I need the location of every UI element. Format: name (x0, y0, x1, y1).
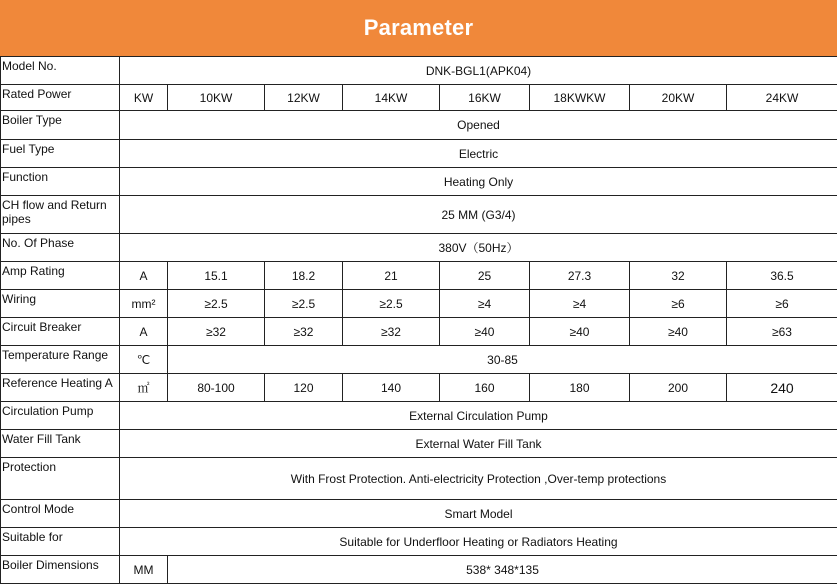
row-label: Rated Power (1, 85, 120, 111)
suitable-for-value: Suitable for Underfloor Heating or Radiators Heating (120, 528, 837, 556)
table-row-water-fill-tank (1, 430, 837, 458)
table-row-fuel-type (1, 140, 837, 168)
row-label: No. Of Phase (1, 234, 120, 262)
value-cell: ≥32 (343, 318, 440, 346)
protection-value: With Frost Protection. Anti-electricity Protection ,Over-temp protections (120, 458, 837, 500)
value-cell: ≥40 (530, 318, 630, 346)
model-value: DNK-BGL1(APK04) (120, 57, 837, 85)
table-row-boiler-dimensions (1, 556, 837, 584)
temperature-value: 30-85 (168, 346, 837, 374)
value-cell: 10KW (168, 85, 265, 111)
table-row-wiring (1, 290, 837, 318)
value-cell: 36.5 (727, 262, 837, 290)
dimensions-value: 538* 348*135 (168, 556, 837, 584)
phase-value: 380V（50Hz） (120, 234, 837, 262)
value-cell: 16KW (440, 85, 530, 111)
value-cell: ≥63 (727, 318, 837, 346)
row-label: Amp Rating (1, 262, 120, 290)
value-cell: 21 (343, 262, 440, 290)
function-value: Heating Only (120, 168, 837, 196)
row-label: Reference Heating A (1, 374, 120, 402)
table-row-function (1, 168, 837, 196)
value-cell: 18.2 (265, 262, 343, 290)
value-cell: ≥4 (440, 290, 530, 318)
row-label: Control Mode (1, 500, 120, 528)
table-row-phase (1, 234, 837, 262)
table-row-circuit-breaker (1, 318, 837, 346)
value-cell: 140 (343, 374, 440, 402)
row-label: Wiring (1, 290, 120, 318)
row-label: Circulation Pump (1, 402, 120, 430)
table-row-circulation-pump (1, 402, 837, 430)
value-cell: 20KW (630, 85, 727, 111)
value-cell: ≥6 (727, 290, 837, 318)
parameter-table (0, 56, 837, 584)
row-label: Temperature Range (1, 346, 120, 374)
value-cell: ≥2.5 (168, 290, 265, 318)
unit-cell: MM (120, 556, 168, 584)
table-row-boiler-type (1, 111, 837, 140)
table-row-model (1, 57, 837, 85)
value-cell: 24KW (727, 85, 837, 111)
value-cell: 15.1 (168, 262, 265, 290)
table-row-protection (1, 458, 837, 500)
value-cell: ≥6 (630, 290, 727, 318)
value-cell: 18KWKW (530, 85, 630, 111)
ch-flow-value: 25 MM (G3/4) (120, 196, 837, 234)
value-cell: ≥32 (265, 318, 343, 346)
value-cell: 27.3 (530, 262, 630, 290)
value-cell: ≥40 (630, 318, 727, 346)
value-cell: 200 (630, 374, 727, 402)
value-cell: ≥2.5 (343, 290, 440, 318)
value-cell: 12KW (265, 85, 343, 111)
unit-cell: ㎡ (120, 374, 168, 402)
circulation-pump-value: External Circulation Pump (120, 402, 837, 430)
value-cell: ≥40 (440, 318, 530, 346)
water-fill-tank-value: External Water Fill Tank (120, 430, 837, 458)
row-label: Suitable for (1, 528, 120, 556)
value-cell: ≥32 (168, 318, 265, 346)
value-cell: 180 (530, 374, 630, 402)
parameter-header (0, 0, 837, 56)
row-label: Water Fill Tank (1, 430, 120, 458)
value-cell: 32 (630, 262, 727, 290)
table-row-amp-rating (1, 262, 837, 290)
table-row-ch-flow (1, 196, 837, 234)
row-label: Boiler Type (1, 111, 120, 140)
boiler-type-value: Opened (120, 111, 837, 140)
table-row-suitable-for (1, 528, 837, 556)
row-label: Fuel Type (1, 140, 120, 168)
table-row-rated-power (1, 85, 837, 111)
table-row-reference-heating (1, 374, 837, 402)
row-label: Function (1, 168, 120, 196)
unit-cell: ℃ (120, 346, 168, 374)
unit-cell: mm² (120, 290, 168, 318)
row-label: Circuit Breaker (1, 318, 120, 346)
row-label: Boiler Dimensions (1, 556, 120, 584)
row-label: Model No. (1, 57, 120, 85)
value-cell: 160 (440, 374, 530, 402)
unit-cell: A (120, 318, 168, 346)
table-row-temperature-range (1, 346, 837, 374)
value-cell: 240 (727, 374, 837, 402)
row-label: Protection (1, 458, 120, 500)
value-cell: 80-100 (168, 374, 265, 402)
value-cell: ≥2.5 (265, 290, 343, 318)
unit-cell: KW (120, 85, 168, 111)
fuel-type-value: Electric (120, 140, 837, 168)
control-mode-value: Smart Model (120, 500, 837, 528)
page-title: Parameter (363, 15, 474, 40)
unit-cell: A (120, 262, 168, 290)
row-label: CH flow and Return pipes (1, 196, 120, 234)
value-cell: 25 (440, 262, 530, 290)
value-cell: 14KW (343, 85, 440, 111)
value-cell: ≥4 (530, 290, 630, 318)
value-cell: 120 (265, 374, 343, 402)
table-row-control-mode (1, 500, 837, 528)
